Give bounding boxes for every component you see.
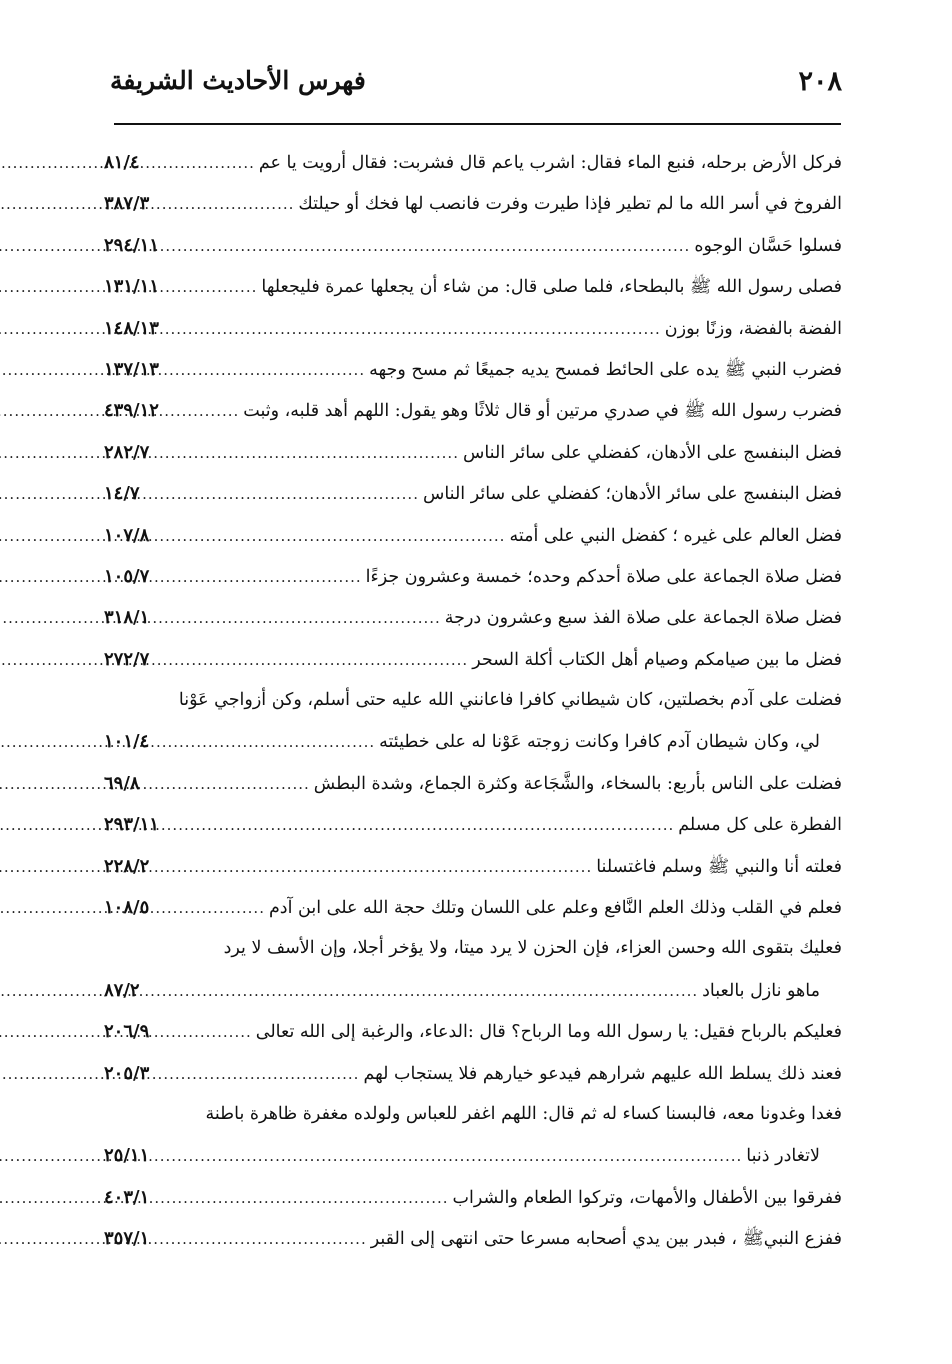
leader-dots [159,350,369,391]
leader-dots [149,1136,746,1177]
entry-text: فضلت على الناس بأربع: بالسخاء، والشَّجَاعة وكثرة الجماع، وشدة البطش [313,773,842,794]
leader-dots [159,805,678,846]
index-entry [104,1218,842,1259]
leader-dots [149,184,298,225]
entry-reference: ١٤٨/١٣ [104,317,159,339]
index-entry [104,721,842,762]
index-entry [104,846,842,887]
entry-text: ماهو نازل بالعباد [702,980,820,1001]
entry-reference: ٢٢٨/٢ [104,855,150,877]
leader-dots [149,557,365,598]
entry-text: الفضة بالفضة، وزنًا بوزن [664,318,842,339]
entry-text: الفطرة على كل مسلم [678,815,842,836]
index-entry [104,390,842,431]
entry-reference: ٣١٨/١ [104,607,150,629]
entry-text: فضلت على آدم بخصلتين، كان شيطاني كافرا فاعانني الله عليه حتى أسلم، وكن أزواجي عَوْنا [178,690,842,711]
entry-text: فضل ما بين صيامكم وصيام أهل الكتاب أكلة السحر [472,649,842,670]
entry-reference: ١٤/٧ [104,483,140,505]
index-entry [104,1177,842,1218]
entry-text: فضل صلاة الجماعة على صلاة أحدكم وحده؛ خمسة وعشرون جزءًا [365,566,842,587]
entry-reference: ١٠٨/٥ [104,897,150,919]
index-entry [104,1094,842,1135]
entry-reference: ١٣٧/١٣ [104,358,159,380]
entry-reference: ٣٨٧/٣ [104,193,150,215]
index-entry [104,515,842,556]
index-entry [104,887,842,928]
leader-dots [159,267,261,308]
index-entry [104,349,842,390]
leader-dots [159,226,694,267]
entry-reference: ١٠١/٤ [104,731,150,753]
leader-dots [149,888,269,929]
entry-reference: ١٠٧/٨ [104,524,150,546]
entry-text: ففرقوا بين الأطفال والأمهات، وتركوا الطعام والشراب [452,1187,842,1208]
entry-reference: ٢٥/١١ [104,1145,150,1167]
entry-reference: ١٠٥/٧ [104,565,150,587]
entry-text: فعند ذلك يسلط الله عليهم شرارهم فيدعو خيارهم فلا يستجاب لهم [363,1063,842,1084]
index-entry [104,1011,842,1052]
entry-reference: ٢٨٢/٧ [104,441,150,463]
leader-dots [140,971,703,1012]
index-entry [104,970,842,1011]
leader-dots [149,598,445,639]
entry-text: فصلى رسول الله ﷺ بالبطحاء، فلما صلى قال: من شاء أن يجعلها عمرة فليجعلها [261,277,842,298]
leader-dots [149,433,463,474]
entry-text: الفروخ في أسر الله ما لم تطير فإذا طيرت وفرت فانصب لها فخك أو حيلتك [298,194,842,215]
entry-reference: ٨١/٤ [104,152,140,173]
entry-reference: ٤٠٣/١ [104,1186,150,1208]
header-divider [114,123,841,125]
entry-text: لاتغادر ذنبا [746,1146,820,1167]
index-entry [104,556,842,597]
index-entry [104,763,842,804]
entry-reference: ٢٩٤/١١ [104,234,159,256]
index-entry [104,183,842,224]
index-entry [104,225,842,266]
entry-text: لي، وكان شيطان آدم كافرا وكانت زوجته عَوْنا له على خطيئته [379,732,820,753]
entry-text: فغدا وغدونا معه، فالبسنا كساء له ثم قال: اللهم اغفر للعباس ولولده مغفرة ظاهرة باطنة [205,1103,842,1124]
entry-reference: ٦٩/٨ [104,772,140,794]
entry-text: فضل البنفسج على سائر الأدهان؛ كفضلي على سائر الناس [422,484,842,505]
page-title: فهرس الأحاديث الشريفة [110,66,366,95]
page-header [110,62,842,110]
entry-text: فضرب رسول الله ﷺ في صدري مرتين أو قال ثلاثًا وهو يقول: اللهم أهد قلبه، وثبت [243,401,842,422]
leader-dots [149,1219,370,1260]
entry-text: فعليك بتقوى الله وحسن العزاء، فإن الحزن لا يرد ميتا، ولا يؤخر أجلا، وإن الأسف لا يرد [223,938,842,959]
index-entry [104,308,842,349]
leader-dots [149,847,596,888]
index-entry [104,266,842,307]
hadith-index-list [104,142,842,1260]
index-entry [104,142,842,183]
leader-dots [140,764,314,805]
index-entry [104,680,842,721]
entry-text: فضل البنفسج على الأدهان، كفضلي على سائر الناس [462,442,842,463]
index-entry [104,432,842,473]
entry-reference: ٨٧/٢ [104,979,140,1001]
leader-dots [149,516,509,557]
entry-text: فعلته أنا والنبي ﷺ وسلم فاغتسلنا [596,856,842,877]
entry-text: فركل الأرض برحله، فنبع الماء فقال: اشرب ياعم قال فشربت: فقال أرويت يا عم [258,153,842,173]
index-entry [104,804,842,845]
index-entry [104,928,842,969]
index-entry [104,597,842,638]
entry-text: فضل صلاة الجماعة على صلاة الفذ سبع وعشرون درجة [444,608,842,629]
entry-reference: ٢٩٣/١١ [104,814,159,836]
entry-reference: ٢٠٦/٩ [104,1021,150,1043]
entry-text: فضرب النبي ﷺ يده على الحائط فمسح يديه جميعًا ثم مسح وجهه [369,359,842,380]
leader-dots [159,309,665,350]
leader-dots [149,1012,256,1053]
entry-text: فعلم في القلب وذلك العلم النَّافع وعلم على اللسان وتلك حجة الله على ابن آدم [268,898,842,919]
entry-reference: ٣٥٧/١ [104,1228,150,1250]
leader-dots [149,1054,363,1095]
leader-dots [149,640,472,681]
entry-text: ففزع النبيﷺ ، فبدر بين يدي أصحابه مسرعا حتى انتهى إلى القبر [370,1229,842,1250]
entry-reference: ٢٧٢/٧ [104,648,150,670]
leader-dots [159,391,243,432]
index-entry [104,1135,842,1176]
index-entry [104,473,842,514]
entry-text: فعليكم بالرباح فقيل: يا رسول الله وما الرباح؟ قال :الدعاء، والرغبة إلى الله تعالى [255,1022,842,1043]
index-entry [104,639,842,680]
entry-reference: ٢٠٥/٣ [104,1062,150,1084]
leader-dots [149,1178,452,1219]
page-number: ٢٠٨ [798,66,842,97]
entry-text: فسلوا حَسَّان الوجوه [694,235,842,256]
entry-reference: ١٣١/١١ [104,276,159,298]
leader-dots [140,143,259,184]
leader-dots [149,722,379,763]
index-entry [104,1053,842,1094]
leader-dots [140,474,423,515]
entry-text: فضل العالم على غيره ؛ كفضل النبي على أمته [509,525,842,546]
entry-reference: ٤٣٩/١٢ [104,400,159,422]
